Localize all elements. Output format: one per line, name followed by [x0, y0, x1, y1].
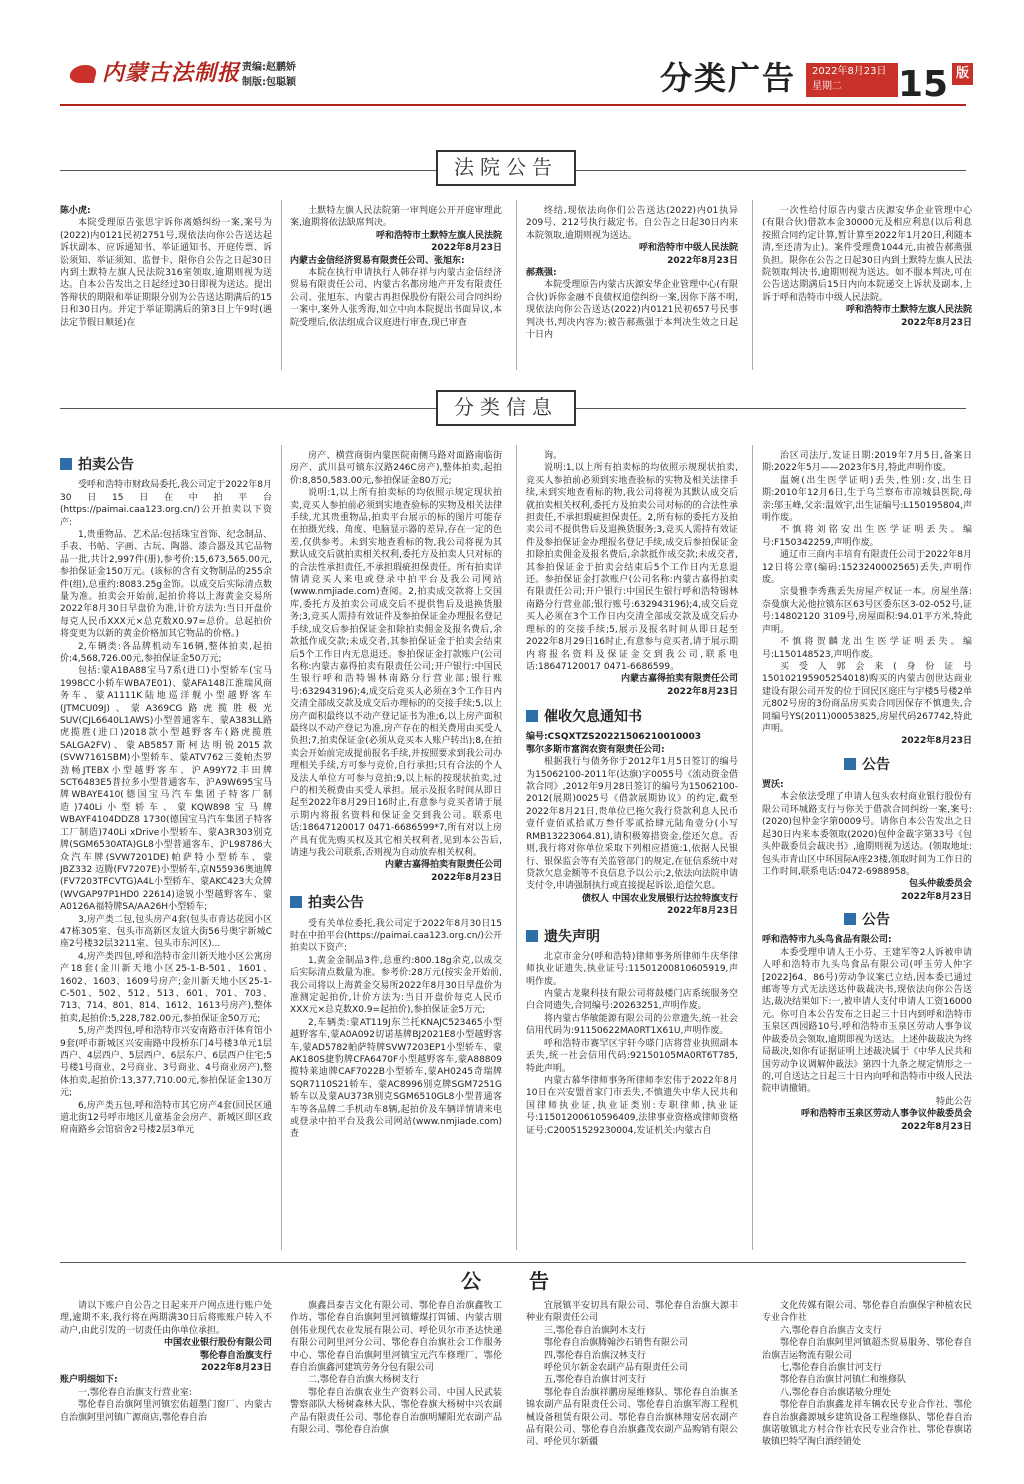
auction-paragraph: 包括:蒙A1BA88宝马7系(进口)小型轿车(宝马1998CC小轿车WBA7E01)、蒙AFA148江淮瑞风商务车、蒙A1111K陆地巡洋舰小型越野客车(JTMCU09J)、蒙A369CG路虎揽胜极光SUV(CJL6640L1AWS)小型普通客车、蒙A383LL路虎揽胜(进口)2018款小型越野客车(路虎揽胜SALGA2FV)、蒙AB5857斯柯达明锐2015款(SVW7161SBM)小型轿车、蒙ATV762三菱帕杰罗劲畅JTEBX小型越野客车、沪A99Y72丰田牌SCT6483E5普拉多小型普通客车、沪A9W695宝马牌WBAYE410(德国宝马汽车集团子特客厂制造)740Li小型轿车、蒙KQW898宝马牌WBAYF4104DDZ8 1730(德国宝马汽车集团子特客工厂制造)740Li xDrive小型轿车、蒙A3R303别克牌(SGM6530ATA)GL8小型普通客车、沪L98786大众汽车牌(SVW7201DE)帕萨特小型轿车、蒙JBZ332 迈腾(FV7207E)小型轿车,京N55936奥迪牌(FV7203TFCVTG)A4L小型轿车、蒙AKC423大众牌(WVGAP97P1HD0 22614)途锐小型越野客车、蒙A0126A福特牌SA/AA26H小型轿车;	[60, 666, 272, 913]
lost-item: 内蒙古慕华律师事务所律师李宏伟于2022年8月10日在兴安盟首家门市丢失,不慎遗失中华人民共和国律师执业证,执业证类别:专职律师,执业证号:11501200610596409,法律事业资格或律师资格证号:C20051529230004,发证机关:内蒙古自	[526, 1075, 738, 1136]
collection-addressee: 鄂尔多斯市富润农资有限责任公司:	[526, 744, 665, 755]
collection-notice-heading: 催收欠息通知书	[526, 708, 738, 727]
bottom-paragraph: 鄂伦春自治旗甘河镇仁和维修队	[780, 1375, 907, 1386]
lost-item: 买受人郭会来(身份证号150102195905254018)购买的内蒙古创世达商业建设有限公司开发的位于回民区庭庄与宇楼5号楼2单元802号房的3份商品房买卖合同因保存不慎遗失,合同编号YS(2011)00053825,房屋代码267742,特此声明。	[762, 661, 972, 734]
bottom-paragraph: 鄂伦春自治旗农业生产资料公司、中国人民武装警察部队大杨树森林大队、鄂伦春旗大杨树中兴农副产品有限责任公司、鄂伦春自治旗明耀阳光农副产品有限公司、鄂伦春自治旗	[290, 1387, 502, 1436]
auction-paragraph: 说明:1,以上所有拍卖标的均依照示规定现状拍卖,竞买人参拍前必须到实地查验标的实物及相关法律手续,尤其贵重物品,拍卖平台展示的标的图片可能存在拍摄光线、角度、电脑显示器的差异,存在一定的色差,仅供参考。未到实地查看标的物,我公司将视为其默认成交后就拍卖相关权利,委托方及拍卖人只对标的的合法性承担责任,不承担瑕疵担保责任。所有拍卖详情请竞买人来电或登录中拍平台及我公司网站(www.nmjiade.com)查阅。2,拍卖成交款将上交国库,委托方及拍卖公司成交后不提供售后及退换货服务;3,竞买人需持有效证件及参拍保证金办理报名登记手续,成交后参拍保证金扣除拍卖佣金及报名费后,余款抵作成交款;未成交者,其参拍保证金于拍卖会结束后5个工作日内无息退还。参拍保证金打款账户(公司名称:内蒙古嘉得拍卖有限责任公司;开户银行:中国民生银行呼和浩特锡林南路分行营业部;银行账号:632943196);4,成交后竞买人必须在3个工作日内交清全部成交款及成交后办理标的的交接手续;5,以上房产面积最终以不动产登记证书为准;6,以上房产面积最终以不动产登记为准,房产存在的相关费用由买受人负担;7,拍卖保证金(必须从竞买本人账户转出);8,在拍卖会开始前完成提前报名手续,并按照要求到我公司办理相关手续,方可参与竞价,自行承担;只有合法的个人及法人单位方可参与竞拍;9,以上标的按现状拍卖,过户的相关税费由买受人承担。展示及报名时间从即日起至2022年8月29日16时止,有意参与竞买者请于展示期内将报名资料和保证金交到我公司。联系电话:18647120017 0471-6686599*7,所有对以上房产具有优先购买权及其它相关权利者,见到本公告后,请速与我公司联系,否则视为自动放弃相关权利。	[290, 488, 502, 858]
auction-paragraph: 询。	[544, 451, 563, 461]
issue-weekday: 星期二	[812, 80, 842, 92]
notice-addressee: 贾沃:	[762, 780, 784, 791]
court-notice-col-4	[762, 205, 972, 365]
lost-item: 不慎将刘铭安出生医学证明丢失。编号:F150342259,声明作废。	[762, 525, 972, 548]
lost-item: 宗曼雅李秀燕丢失房屋产权证一本。房屋坐落:奈曼旗大沁他拉镇东区63号区委东区3-02-052号,证号:14802120 3109号,房屋面积:94.01平方米,特此声明。	[762, 587, 972, 635]
bottom-paragraph: 鄂伦春自治旗阿里河镇宏佑超墨门窗厂、内蒙古自治旗阿里河镇广源商店,鄂伦春自治	[60, 1400, 272, 1423]
notice-date: 2022年8月23日	[667, 255, 738, 266]
editor-line: 责编:赵鹏娇	[242, 62, 296, 73]
lost-item: 温婉(出生医学证明)丢失,性别:女,出生日期:2010年12月6日,生于乌兰察布市凉城县医院,母亲:邬玉峰,父亲:温效宇,出生证编号:L150195804,声明作废。	[762, 475, 972, 524]
heading-square-icon	[526, 710, 538, 722]
lost-item: 呼和浩特市赛罕区宇轩今嗏门店将营业执照副本丢失,统一社会信用代码:92150105MA0RT6T785,特此声明。	[526, 1038, 738, 1074]
bottom-paragraph: 鄂伦春自治旗阿里河镇超杰贸易服务、鄂伦春自治旗吉运物流有限公司	[762, 1338, 972, 1361]
auction-paragraph: 6,房产类五包,呼和浩特市其它房产4套(回民区通道北街12号呼市地区儿童基金会房产、新城区即区政府南路乡会馆宿舍2号楼2层3单元	[60, 1100, 272, 1136]
auction-paragraph: 4,房产类四包,呼和浩特市金川新天地小区公寓房产18套(金川新天地小区25-1-B-501、1601、1602、1603、1609号房产;金川新天地小区25-1-C-501、502、512、513、601、701、703、713、714、801、814、1612、1613号房产),整体拍卖,起拍价:5,228,782.00元,参拍保证金50万元;	[60, 951, 272, 1024]
bottom-col-2	[290, 1300, 502, 1480]
notice-body: 本会依法受理了申请人包头农村商业银行股份有限公司环城路支行与你关于借款合同纠纷一案,案号:(2020)包仲金字第0009号。请你自本公告发出之日起30日内来本委领取(2020)包仲金裁字第33号《包头仲裁委员会裁决书》,逾期则视为送达。(领取地址:包头市青山区中环国际A座23楼,领取时间为工作日的工作时间,联系电话:0472-6988958。	[762, 792, 972, 877]
bottom-col-4	[762, 1300, 972, 1480]
notice-addressee: 郝燕强:	[526, 268, 557, 279]
heading-square-icon	[526, 930, 538, 942]
column-divider	[752, 200, 753, 370]
collection-code: 编号:CSQXTZS20221506210010003	[526, 732, 702, 743]
notice-date: 2022年8月23日	[901, 1121, 972, 1132]
collection-date: 2022年8月23日	[667, 906, 738, 917]
bottom-paragraph: 鄂伦春自治旗腾翰沙石销售有限公司	[544, 1338, 689, 1349]
bottom-paragraph: 宜展镇平安切具有限公司、鄂伦春自治旗大源丰种业有限责任公司	[526, 1301, 738, 1324]
bottom-signature: 鄂伦春自治旗支行	[199, 1350, 272, 1361]
bottom-paragraph: 请以下账户自公告之日起来开户网点进行账户处理,逾期不来,我行将在两期满30日后将账账户转入不动户,由此引发的一切责任由你单位承担。	[60, 1301, 272, 1336]
notice-signature: 呼和浩特市玉泉区劳动人事争议仲裁委员会	[800, 1109, 972, 1120]
heading-square-icon	[844, 758, 856, 770]
notice-body: 本院受理原告内蒙古庆源安华企业管理中心(有限合伙)诉你金融不良债权追偿纠纷一案,因你下落不明,现依法向你公告送达(2022)内0121民初657号民事判决书,判决内容为:被告郝燕强于本判决生效之日起十日内	[526, 280, 738, 341]
lost-item: 治区司法厅,发证日期:2019年7月5日,备案日期:2022年5月——2023年5月,特此声明作废。	[762, 451, 972, 474]
auction-date: 2022年8月23日	[667, 686, 738, 697]
auction-paragraph: 房产、横营商街内蒙医院南侧马路对面路南临街房产、武川县可镇东汉路246C房产),整体拍卖,起拍价:8,850,583.00元,参拍保证金80万元;	[290, 451, 502, 486]
notice-signature: 呼和浩特市土默特左旗人民法院	[375, 230, 502, 241]
notice-body: 一次性给付原告内蒙古庆源安华企业管理中心(有限合伙)借款本金30000元及相应利息(以后利息按照合同约定计算,暂计算至2022年1月20日,利随本清,至还清为止)。案件受理费1044元,由被告郝燕强负担。限你在公告之日起30日内到土默特左旗人民法院领取判决书,逾期则视为送达。如不服本判决,可在公告送达期满后15日内向本院递交上诉状及副本,上诉于呼和浩特市中级人民法院。	[762, 206, 972, 303]
auction-signature: 内蒙古嘉得拍卖有限责任公司	[384, 860, 502, 871]
notice-signature: 包头仲裁委员会	[908, 879, 972, 890]
bottom-col-1	[60, 1300, 272, 1480]
heading-square-icon	[60, 458, 72, 470]
notice-closing: 特此公告	[935, 1096, 972, 1107]
date-box	[806, 63, 898, 97]
auction-signature: 内蒙古嘉得拍卖有限责任公司	[620, 674, 738, 685]
bottom-paragraph: 二,鄂伦春自治旗大杨树支行	[308, 1375, 419, 1386]
notice-body: 终结,现依法向你们公告送达(2022)内01执异209号、212号执行裁定书。自公告之日起30日内来本院领取,逾期则视为送达。	[526, 206, 738, 241]
page-ban-label: 版	[952, 63, 973, 85]
notice-date: 2022年8月23日	[431, 243, 502, 254]
bottom-notice-title: 公 告	[461, 1269, 563, 1293]
heading-square-icon	[844, 913, 856, 925]
bottom-paragraph: 旗鑫昌泰吉文化有限公司、鄂伦春自治旗鑫牧工作坊、鄂伦春自治旗阿里河镇耀煤打饵铺、内蒙古朋创伟业现代农业发展有限公司、呼伦贝尔市圣达快递有限公司阿里河分公司、鄂伦春自治旗社会工作服务中心、鄂伦春自治旗阿里河镇宝元汽车修理厂、鄂伦春自治旗鑫河建筑劳务分包有限公司	[290, 1301, 502, 1374]
bottom-paragraph: 呼伦贝尔新金农副产品有限责任公司	[544, 1363, 689, 1374]
notice-body: 本院受理原告张思宇诉你离婚纠纷一案,案号为(2022)内0121民初2751号,现依法向你公告送达起诉状副本、应诉通知书、举证通知书、开庭传票、诉讼须知、举证须知、监督卡、限你自公告之日起30日内到土默特左旗人民法院316室领取,逾期则视为送达。自本公告发出之日起经过30日即视为送达。提出答辩状的期限和举证期限分别为公告送达期满后的15日和30日内。并定于举证期满后的第3日上午9时(遇法定节假日顺延)在	[60, 218, 272, 328]
court-notice-col-1	[60, 205, 272, 365]
auction-notice-heading: 拍卖公告	[60, 456, 272, 475]
bottom-paragraph: 四,鄂伦春自治旗汉林支行	[544, 1350, 646, 1361]
collection-signature: 债权人 中国农业发展银行达拉特旗支行	[581, 893, 738, 904]
auction-paragraph: 3,房产类二包,包头房产4套(包头市青达花园小区47栋305室、包头市高新区友谊大街56号奥宇新城C座2号楼32层3211室、包头市东河区)...	[60, 914, 272, 950]
lost-item: 北京市金分(呼和浩特)律师事务所律师牛庆华律师执业证遗失,执业证号:11501200810605919,声明作废。	[526, 951, 738, 987]
notice-signature: 呼和浩特市中级人民法院	[638, 243, 738, 254]
column-divider	[752, 445, 753, 1250]
notice-signature: 呼和浩特市土默特左旗人民法院	[845, 305, 972, 316]
court-notice-col-2	[290, 205, 502, 365]
section-title: 分类广告	[660, 59, 797, 97]
bottom-col-3	[526, 1300, 738, 1480]
auction-paragraph: 说明:1,以上所有拍卖标的均依照示规现状拍卖,竞买人参拍前必须到实地查验标的实物及相关法律手续,未到实地查看标的物,我公司将视为其默认成交后就拍卖相关权利,委托方及拍卖公司对标的的合法性承担责任,不承担瑕疵担保责任。2,所有标的委托方及拍卖公司不提供售后及退换货服务;3,竞买人需持有效证件及参拍保证金办理报名登记手续,成交后参拍保证金扣除拍卖佣金及报名费后,余款抵作成交款;未成交者,其参拍保证金于拍卖会结束后5个工作日内无息退还。参拍保证金打款账户(公司名称:内蒙古嘉得拍卖有限责任公司;开户银行:中国民生银行呼和浩特锡林南路分行营业部;银行账号:632943196);4,成交后竞买人必须在3个工作日内交清全部成交款及成交后办理标的的交接手续;5,展示及报名时间从即日起至2022年8月29日16时止,有意参与竞买者,请于展示期内将报名资料及保证金交到我公司,联系电话:18647120017 0471-6686599。	[526, 463, 738, 672]
bottom-subhead: 账户明细如下:	[60, 1375, 118, 1386]
lost-date: 2022年8月23日	[901, 736, 972, 747]
classified-col-1	[60, 450, 272, 1250]
court-notice-band-title: 法院公告	[436, 150, 576, 186]
column-divider	[516, 200, 517, 370]
auction-paragraph: 5,房产类四包,呼和浩特市兴安南路市汗体育馆小9套(呼市新城区兴安南路中段桥东门4号楼3单元1层西户、4层西户、5层西户、6层东户、6层西户住宅;5号楼1号商业、2号商业、3号商业、4号商业房产),整体拍卖,起拍价:13,377,710.00元,参拍保证金130万元;	[60, 1026, 272, 1099]
header-rule	[60, 104, 966, 106]
auction-date: 2022年8月23日	[431, 872, 502, 883]
notice-date: 2022年8月23日	[901, 317, 972, 328]
heading-square-icon	[290, 896, 302, 908]
auction-paragraph: 1,贵重物品、艺术品:包括珠宝首饰、纪念制品、手表、书帖、字画、古玩、陶器、漆合器及其它品物品一批,共计2,997件(册),参考价:15,673,565.00元,参拍保证金150万元。(该标的含有文物制品的255余件(组),总重约:8083.25g金饰。以成交后实际清点数量为准。拍卖会开始前,起拍价将以上海黄金交易所2022年8月30日早盘价为准,计价方法为:当日开盘价每克人民币XXX元×总克数X0.97=总价。总起拍价将变更为以新的黄金价格加其它物品的价格。)	[60, 529, 272, 640]
lost-item: 通辽市三商内丰培育有限责任公司于2022年8月12日将公章(编码:1523240002565)丢失,声明作废。	[762, 550, 972, 586]
column-divider	[281, 200, 282, 370]
lost-item: 内蒙古龙聚科技有限公司将鼓楼门店系统服务空白合同遗失,合同编号:20263251,声明作废。	[526, 989, 738, 1012]
court-notice-col-3	[526, 205, 738, 365]
newspaper-logo: 内蒙古法制报	[70, 58, 240, 88]
logo-swoosh-icon	[68, 65, 99, 83]
bottom-signature: 中国农业银行股份有限公司	[163, 1338, 272, 1349]
bottom-paragraph: 鄂伦春自治旗鑫龙祥车辆农民专业合作社、鄂伦春自治旗鑫源城乡建筑设备工程维修队、鄂伦春自治旗诺敏镇北方村合作社农民专业合作社、鄂伦春旗诺敏镇巴特罕淘白酒经销处	[762, 1400, 972, 1448]
issue-date: 2022年8月23日	[812, 66, 887, 77]
bottom-date: 2022年8月23日	[201, 1363, 272, 1374]
bottom-paragraph: 三,鄂伦春自治旗阿木支行	[544, 1325, 646, 1336]
auction-paragraph: 2,车辆类:各品牌机动车16辆,整体拍卖,起拍价:4,568,726.00元,参拍保证金50万元;	[60, 641, 272, 664]
column-divider	[516, 445, 517, 1250]
collection-body: 根据我行与债务你于2012年1月5日签订的编号为15062100-2011年(达旗)字0055号《流动资金借款合同》,2012年9月28日签订的编号为15062100-2012(展期)0025号《借款展期协议》的约定,截至2022年8月21日,贵单位已拖欠我行贷款利息人民币壹仟壹佰贰拾贰万叁仟零贰拾肆元陆角壹分(小写RMB13223064.81),请积极筹措资金,偿还欠息。否则,我行将对你单位采取下列相应措施:1,依据人民银行、银保监会等有关监管部门的规定,在征信系统中对贷款欠息金额等不良信息予以公示;2,依法向法院申请支付令,申请强制执行或直接提起诉讼,追偿欠息。	[526, 757, 738, 892]
notice-body: 本委受理申请人王小芬、王建军等2人诉被申请人呼和浩特市九头鸟食品有限公司(呼玉劳人仲字[2022]64、86号)劳动争议案已立结,因本委已通过邮寄等方式无法送达仲裁裁决书,现依法向你公告送达,裁决结果如下:一,被申请人支付申请人工资16000元。你可自本公告发布之日起三十日内到呼和浩特市玉泉区西园路10号,呼和浩特市玉泉区劳动人事争议仲裁委员会领取,逾期即视为送达。上述仲裁裁决为终局裁决,如你有证据证明上述裁决属于《中华人民共和国劳动争议调解仲裁法》第四十九条之规定情形之一的,可自送达之日起三十日内向呼和浩特市中级人民法院申请撤销。	[762, 947, 972, 1095]
editor-credits	[242, 60, 296, 90]
classified-col-4	[762, 450, 972, 1250]
lost-item: 将内蒙古华敏能源有限公司的公章遗失,统一社会信用代码为:91150622MA0RT1X61U,声明作废。	[526, 1013, 738, 1037]
lost-item: 不慎将贺麟龙出生医学证明丢失。编号:L150148523,声明作废。	[762, 637, 972, 660]
bottom-paragraph: 八,鄂伦春自治旗诺敏分理处	[780, 1387, 891, 1398]
notice-2-heading: 公告	[762, 911, 972, 930]
column-divider	[281, 445, 282, 1250]
auction-paragraph: 2,车辆类:蒙AT119J东兰托KNAJC523465小型越野客车,蒙A0A092切诺基牌BJ2021E8小型越野客车,蒙AD5782帕萨特牌SVW7203EP1小型轿车、蒙AK180S捷豹牌CFA6470F小型越野客车,蒙A88809揽特莱迪牌CAF7022B小型轿车,蒙AH0245奇瑞牌SQR7110S21轿车、蒙AC8996别克牌SGM7251G轿车以及蒙AU373R别克SGM6510GL8小型普通客车等各品牌二手机动车8辆,起拍价及车辆详情请来电或登录中拍平台及我公司网站(www.nmjiade.com)查	[290, 1017, 502, 1140]
lost-notice-heading: 遗失声明	[526, 928, 738, 947]
auction-paragraph: 1,黄金金制品3件,总重约:800.18g余克,以成交后实际清点数量为准。参考价:28万元(按实金开始前,我公司将以上海黄金交易所2022年8月30日早盘价为准测定起拍价,计价方法为:当日开盘价每克人民币XXX元×总克数X0.9=起拍价),参拍保证金5万元;	[290, 955, 502, 1016]
auction-paragraph: 受呼和浩特市财政局委托,我公司定于2022年8月30日15日在中拍平台(https://paimai.caa123.org.cn/)公开拍卖以下资产:	[60, 480, 272, 528]
notice-date: 2022年8月23日	[901, 891, 972, 902]
notice-heading: 公告	[762, 756, 972, 775]
classified-col-3	[526, 450, 738, 1250]
bottom-paragraph: 六,鄂伦春自治旗吉文支行	[780, 1325, 882, 1336]
auction-paragraph: 受有关单位委托,我公司定于2022年8月30日15时在中拍平台(https://paimai.caa123.org.cn/)公开拍卖以下资产:	[290, 918, 502, 954]
producer-line: 制版:包聪颖	[242, 77, 296, 88]
bottom-paragraph: 五,鄂伦春自治旗甘河支行	[544, 1375, 646, 1386]
auction-notice-2-heading: 拍卖公告	[290, 894, 502, 913]
notice-body: 本院在执行申请执行人韩存祥与内蒙古金信经济贸易有限责任公司、内蒙古名都房地产开发有限责任公司、张旭东、内蒙古再担保股份有限公司合同纠纷一案中,案外人张秀海,如立中向本院提出书面异议,本院受理后,依法组成合议庭进行审查,现已审查	[290, 268, 502, 328]
page-number: 15	[898, 64, 949, 105]
bottom-rule	[60, 1262, 966, 1263]
bottom-paragraph: 文化传媒有限公司、鄂伦春自治旗保宇种植农民专业合作社	[762, 1301, 972, 1324]
notice-addressee: 陈小虎:	[60, 206, 91, 216]
notice-body: 土默特左旗人民法院第一审判庭公开开庭审理此案,逾期将依法缺席判决。	[290, 206, 502, 229]
bottom-paragraph: 鄂伦春自治旗祥鹏房屋维修队、鄂伦春自治旗圣锦农副产品有限责任公司、鄂伦春自治旗军海工程机械设备租赁有限公司、鄂伦春自治旗林翔安居农副产品有限公司、鄂伦春自治旗鑫茂农副产品购销有限公司、呼伦贝尔新疆	[526, 1387, 738, 1448]
bottom-paragraph: 一,鄂伦春自治旗支行营业室:	[78, 1387, 192, 1398]
notice-addressee: 内蒙古金信经济贸易有限责任公司、张旭东:	[290, 255, 465, 266]
notice-addressee: 呼和浩特市九头鸟食品有限公司:	[762, 935, 892, 946]
classified-col-2	[290, 450, 502, 1250]
bottom-paragraph: 七,鄂伦春自治旗甘河支行	[780, 1363, 882, 1374]
classified-band-title: 分类信息	[436, 390, 576, 426]
